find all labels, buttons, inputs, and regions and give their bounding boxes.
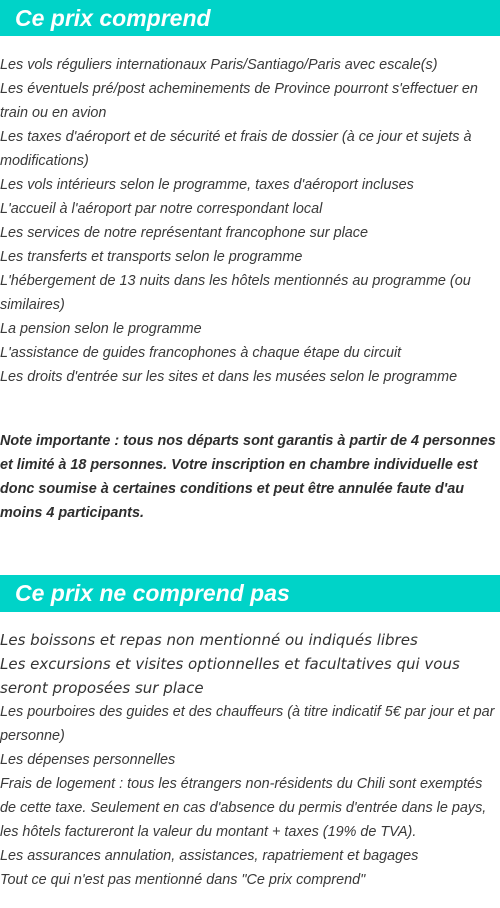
included-item: L'hébergement de 13 nuits dans les hôtels mentionnés au programme (ou similaires)	[0, 273, 471, 313]
excluded-item: Les excursions et visites optionnelles et facultatives qui vous seront proposées sur place	[0, 655, 460, 697]
included-item: La pension selon le programme	[0, 321, 202, 337]
excluded-item: Tout ce qui n'est pas mentionné dans "Ce prix comprend"	[0, 872, 366, 888]
section-heading-included: Ce prix comprend	[0, 0, 500, 36]
excluded-item: Les boissons et repas non mentionné ou indiqués libres	[0, 631, 418, 649]
included-item: L'accueil à l'aéroport par notre correspondant local	[0, 201, 323, 217]
important-note: Note importante : tous nos départs sont garantis à partir de 4 personnes et limité à 18 personnes. Votre inscription en chambre individuelle est donc soumise à certaines conditions et peut être annulée faute d'au moins 4 participants.	[0, 433, 496, 521]
included-item: Les vols réguliers internationaux Paris/Santiago/Paris avec escale(s)	[0, 57, 438, 73]
excluded-item: Les dépenses personnelles	[0, 752, 176, 768]
excluded-item: Frais de logement : tous les étrangers non-résidents du Chili sont exemptés de cette taxe. Seulement en cas d'absence du permis d'entrée dans le pays, les hôtels factureront la valeur du montant + taxes (19% de TVA).	[0, 776, 487, 840]
included-list	[0, 53, 498, 389]
excluded-item: Les assurances annulation, assistances, rapatriement et bagages	[0, 848, 419, 864]
included-item: Les services de notre représentant francophone sur place	[0, 225, 368, 241]
section-heading-excluded: Ce prix ne comprend pas	[0, 575, 500, 612]
included-item: Les vols intérieurs selon le programme, taxes d'aéroport incluses	[0, 177, 414, 193]
excluded-item: Les pourboires des guides et des chauffeurs (à titre indicatif 5€ par jour et par personne)	[0, 704, 495, 744]
included-item: Les droits d'entrée sur les sites et dans les musées selon le programme	[0, 369, 458, 385]
excluded-list	[0, 628, 498, 892]
included-item: Les taxes d'aéroport et de sécurité et frais de dossier (à ce jour et sujets à modifications)	[0, 129, 472, 169]
included-item: L'assistance de guides francophones à chaque étape du circuit	[0, 345, 402, 361]
included-item: Les éventuels pré/post acheminements de Province pourront s'effectuer en train ou en avion	[0, 81, 478, 121]
included-item: Les transferts et transports selon le programme	[0, 249, 303, 265]
